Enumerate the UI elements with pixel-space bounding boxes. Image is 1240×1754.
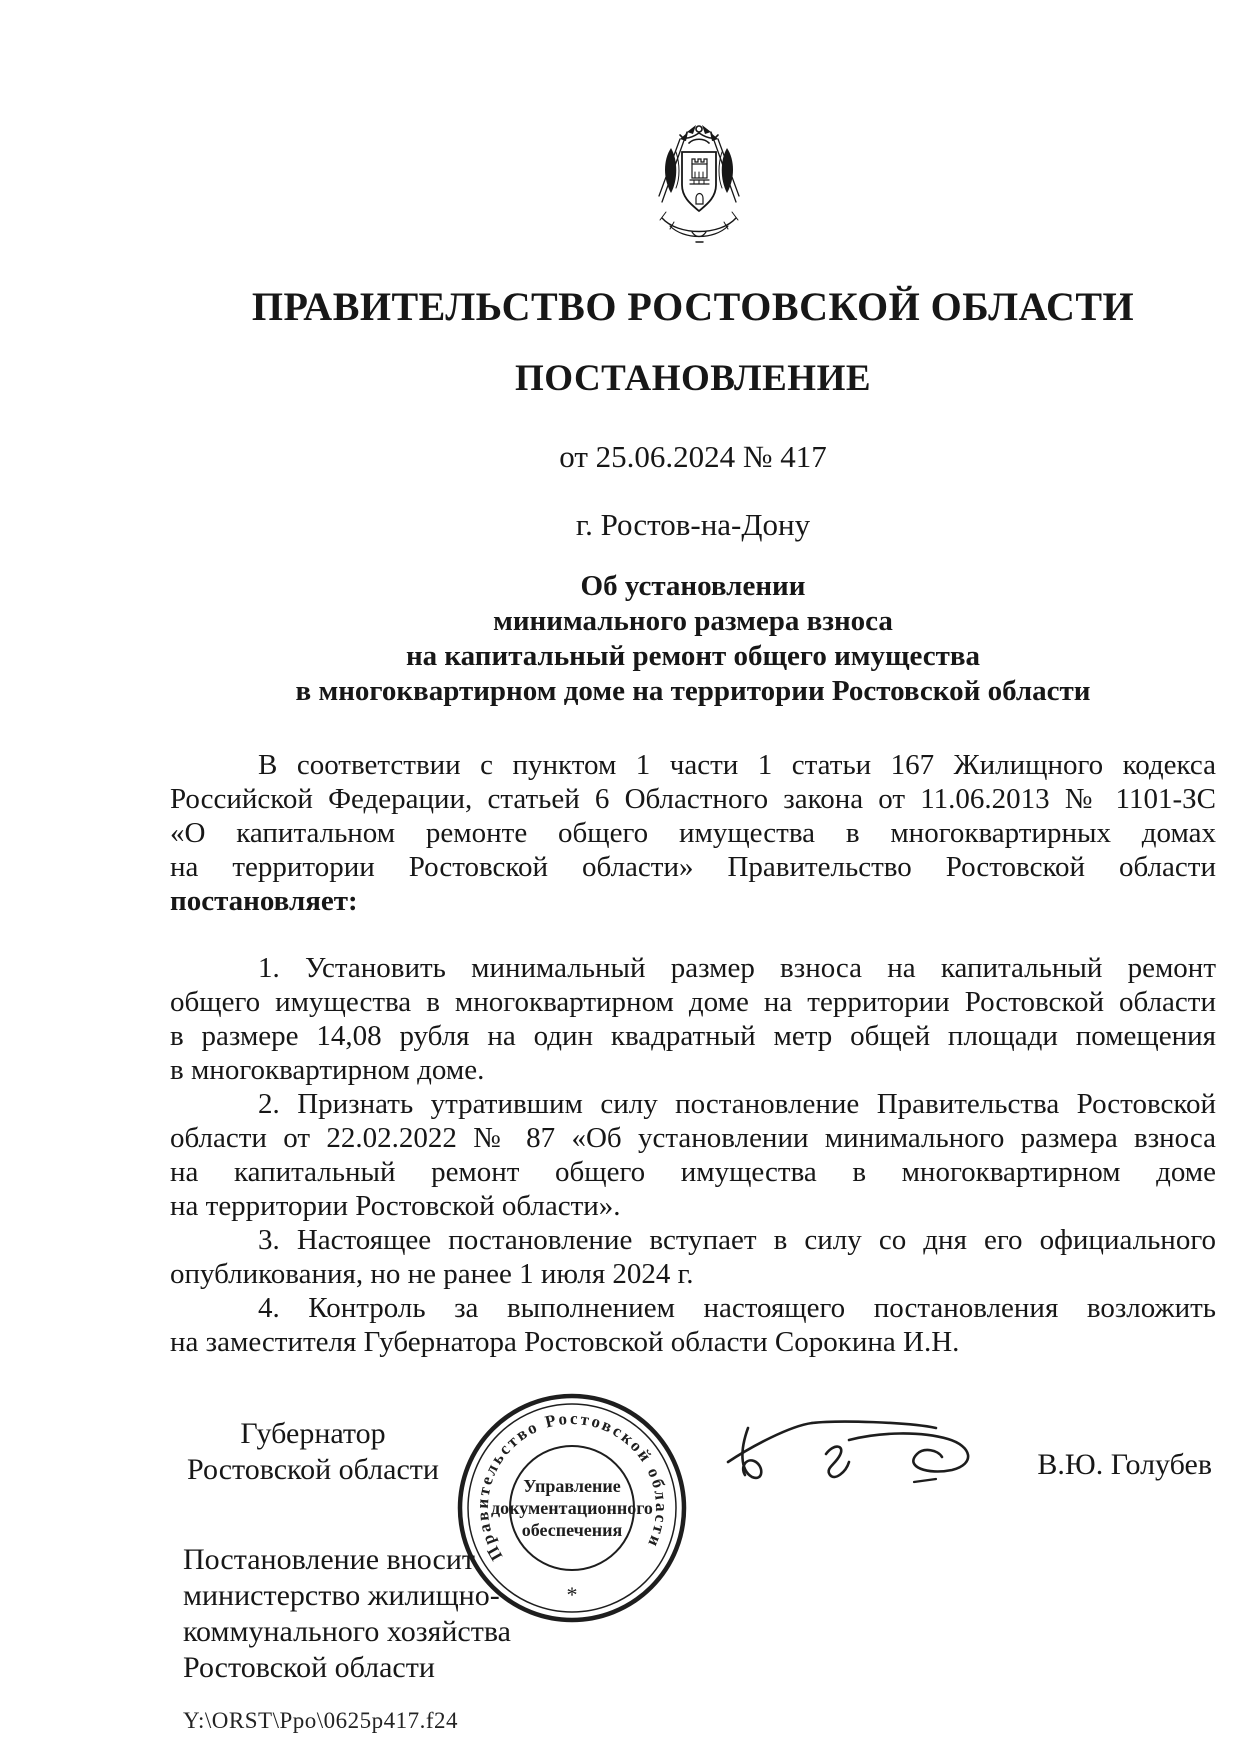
svg-text:обеспечения: обеспечения	[521, 1520, 623, 1540]
signer-name: В.Ю. Голубев	[1037, 1448, 1212, 1481]
svg-text:Управление: Управление	[523, 1476, 621, 1496]
text-line: на территории Ростовской области» Правительство Ростовской области	[170, 851, 1216, 883]
text-line: 1. Установить минимальный размер взноса на капитальный ремонт	[258, 952, 1216, 984]
text-line: в размере 14,08 рубля на один квадратный метр общей площади помещения	[170, 1020, 1216, 1052]
paragraph-item-3	[170, 1223, 1216, 1291]
submitter-line: Ростовской области	[183, 1651, 435, 1684]
submitter-line: Постановление вносит	[183, 1543, 476, 1576]
subject-line: в многоквартирном доме на территории Ростовской области	[295, 675, 1091, 707]
stamp-center-text	[491, 1476, 653, 1540]
text-line: Российской Федерации, статьей 6 Областного закона от 11.06.2013 № 1101-ЗС	[170, 783, 1216, 815]
svg-text:документационного: документационного	[491, 1498, 653, 1518]
text-line: на заместителя Губернатора Ростовской области Сорокина И.Н.	[170, 1326, 960, 1358]
signer-post-line: Ростовской области	[187, 1453, 439, 1486]
text-line: в многоквартирном доме.	[170, 1054, 485, 1086]
official-stamp	[452, 1388, 692, 1628]
text-line: на капитальный ремонт общего имущества в многоквартирном доме	[170, 1156, 1216, 1188]
text-line: «О капитальном ремонте общего имущества в многоквартирных домах	[170, 817, 1216, 849]
signer-post	[178, 1416, 448, 1488]
coat-of-arms-icon	[640, 122, 758, 250]
paragraph-preamble	[170, 748, 1216, 918]
handwritten-signature	[718, 1410, 998, 1510]
text-line: 3. Настоящее постановление вступает в силу со дня его официального	[258, 1224, 1216, 1256]
subject-line: Об установлении	[580, 570, 806, 602]
doc-type-title: ПОСТАНОВЛЕНИЕ	[514, 358, 872, 399]
subject-line: на капитальный ремонт общего имущества	[405, 640, 981, 672]
city-line: г. Ростов-на-Дону	[575, 507, 811, 542]
signer-post-line: Губернатор	[240, 1417, 386, 1450]
text-line: В соответствии с пунктом 1 части 1 статьи 167 Жилищного кодекса	[258, 749, 1216, 781]
text-line: опубликования, но не ранее 1 июля 2024 г.	[170, 1258, 694, 1290]
subject-heading	[170, 569, 1216, 709]
date-number-line: от 25.06.2024 № 417	[559, 439, 827, 474]
stamp-star: *	[566, 1582, 578, 1607]
paragraph-item-4	[170, 1291, 1216, 1359]
body-text	[170, 748, 1216, 1359]
resolve-word: постановляет:	[170, 885, 358, 917]
footer-file-path: Y:\ORST\Ppo\0625p417.f24	[183, 1708, 459, 1733]
paragraph-item-2	[170, 1087, 1216, 1223]
subject-line: минимального размера взноса	[493, 605, 893, 637]
submitter-line: коммунального хозяйства	[183, 1615, 511, 1648]
stamp-ring-text: Правительство Ростовской области	[472, 1408, 672, 1564]
text-line: на территории Ростовской области».	[170, 1190, 621, 1222]
paragraph-item-1	[170, 951, 1216, 1087]
text-line: 2. Признать утратившим силу постановление Правительства Ростовской	[258, 1088, 1216, 1120]
authority-title: ПРАВИТЕЛЬСТВО РОСТОВСКОЙ ОБЛАСТИ	[251, 284, 1135, 329]
text-line: общего имущества в многоквартирном доме на территории Ростовской области	[170, 986, 1216, 1018]
text-line: области от 22.02.2022 № 87 «Об установлении минимального размера взноса	[170, 1122, 1216, 1154]
submitter-line: министерство жилищно-	[183, 1579, 500, 1612]
text-line: 4. Контроль за выполнением настоящего постановления возложить	[258, 1292, 1216, 1324]
